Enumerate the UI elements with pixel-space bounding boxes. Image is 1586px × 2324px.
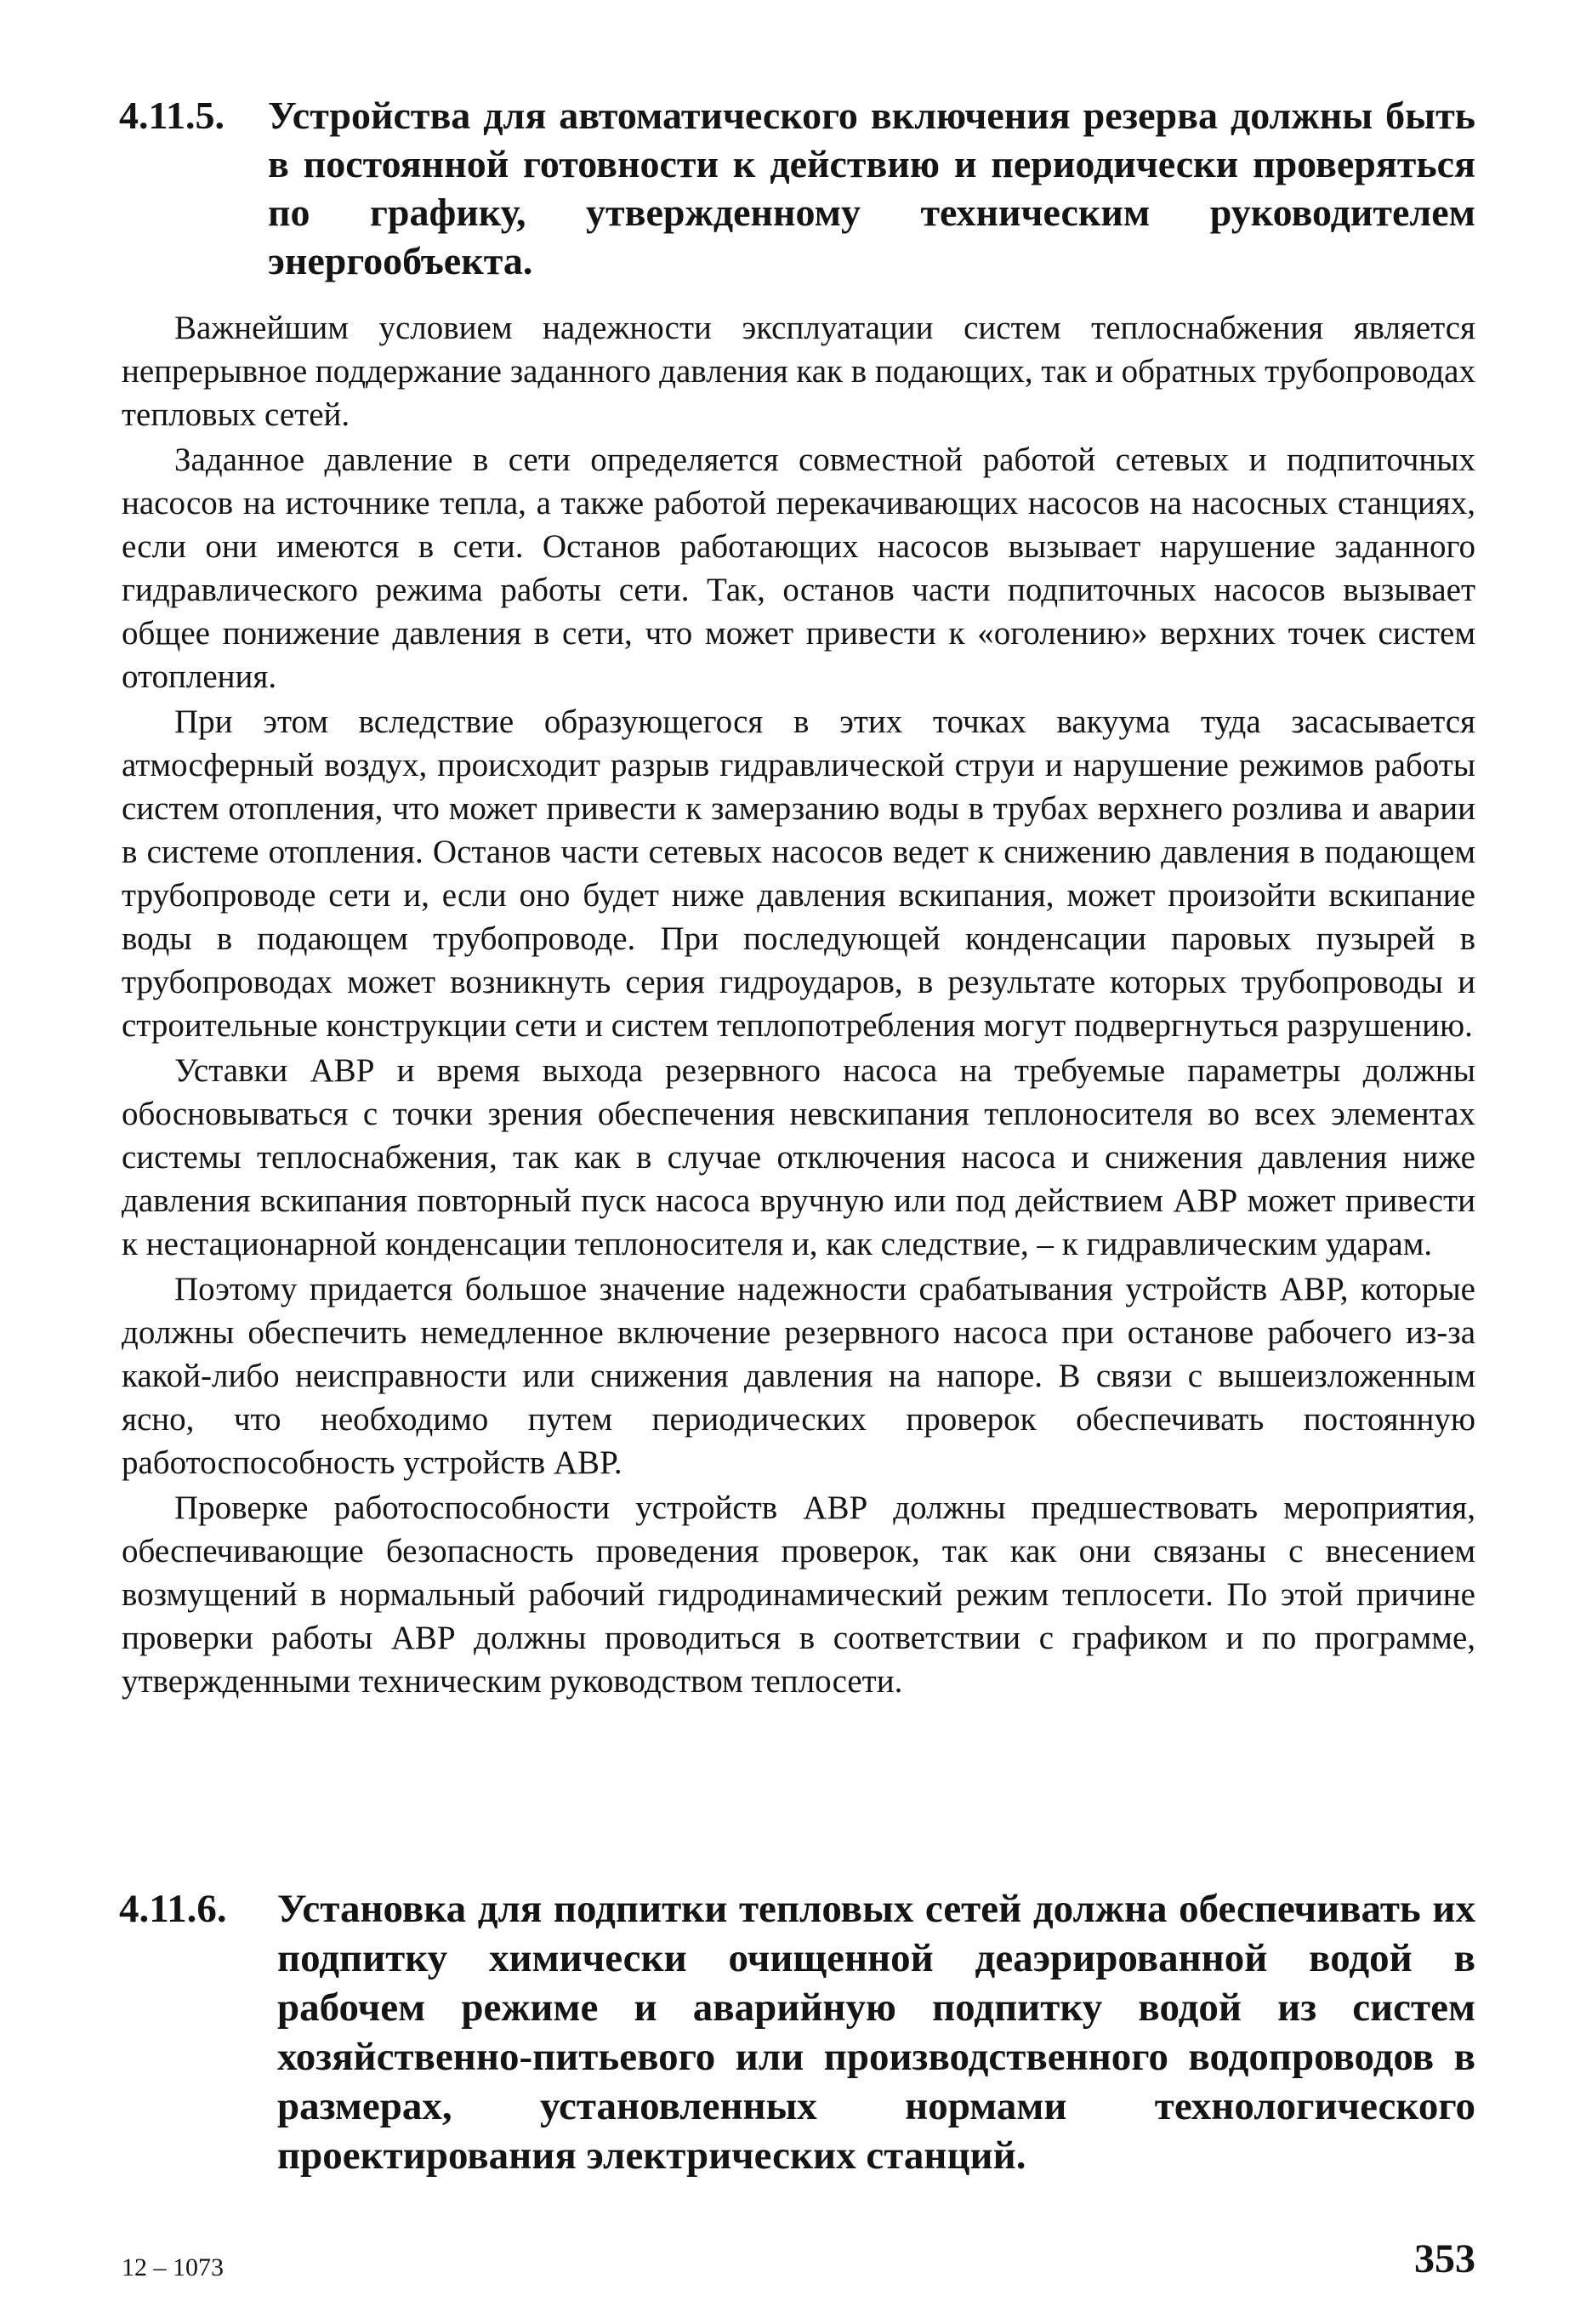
paragraph: Поэтому придается большое значение надежности срабатывания устройств АВР, которые должны обеспечить немедленное включение резервного насоса при останове рабочего из-за какой-либо неисправности или снижения давления на напоре. В связи с вышеизложенным ясно, что необходимо путем периодических проверок обеспечивать постоянную работоспособность устройств АВР. (122, 1271, 1475, 1481)
paragraph: Уставки АВР и время выхода резервного насоса на требуемые параметры должны обосновываться с точки зрения обеспечения невскипания теплоносителя во всех элементах системы теплоснабжения, так как в случае отключения насоса и снижения давления ниже давления вскипания повторный пуск насоса вручную или под действием АВР может привести к нестационарной конденсации теплоносителя и, как следствие, – к гидравлическим ударам. (122, 1052, 1475, 1262)
section-number: 4.11.6. (119, 1887, 227, 1931)
body-text (122, 306, 1475, 1703)
section-heading-4-11-6 (119, 1884, 1475, 2180)
section-number: 4.11.5. (119, 94, 225, 137)
paragraph: Проверке работоспособности устройств АВР должны предшествовать мероприятия, обеспечивающие безопасность проведения проверок, так как они связаны с внесением возмущений в нормальный рабочий гидродинамический режим теплосети. По этой причине проверки работы АВР должны проводиться в соответствии с графиком и по программе, утвержденными техническим руководством теплосети. (122, 1490, 1475, 1700)
section-title: Установка для подпитки тепловых сетей должна обеспечивать их подпитку химически очищенной деаэрированной водой в рабочем режиме и аварийную подпитку водой из систем хозяйственно-питьевого или производственного водопроводов в размерах, установленных нормами технологического проектирования электрических станций. (277, 1887, 1475, 2178)
footer-signature-code: 12 – 1073 (122, 2253, 224, 2281)
section-title: Устройства для автоматического включения резерва должны быть в постоянной готовности к действию и периодически проверяться по графику, утвержденному техническим руководителем энергообъекта. (268, 94, 1475, 282)
page-number: 353 (1414, 2236, 1475, 2281)
paragraph: Заданное давление в сети определяется совместной работой сетевых и подпиточных насосов на источнике тепла, а также работой перекачивающих насосов на насосных станциях, если они имеются в сети. Останов работающих насосов вызывает нарушение заданного гидравлического режима работы сети. Так, останов части подпиточных насосов вызывает общее понижение давления в сети, что может привести к «оголению» верхних точек систем отопления. (122, 441, 1475, 695)
section-heading-4-11-5 (119, 91, 1475, 285)
paragraph: Важнейшим условием надежности эксплуатации систем теплоснабжения является непрерывное поддержание заданного давления как в подающих, так и обратных трубопроводах тепловых сетей. (122, 310, 1475, 433)
paragraph: При этом вследствие образующегося в этих точках вакуума туда засасывается атмосферный воздух, происходит разрыв гидравлической струи и нарушение режимов работы систем отопления, что может привести к замерзанию воды в трубах верхнего розлива и аварии в системе отопления. Останов части сетевых насосов ведет к снижению давления в подающем трубопроводе сети и, если оно будет ниже давления вскипания, может произойти вскипание воды в подающем трубопроводе. При последующей конденсации паровых пузырей в трубопроводах может возникнуть серия гидроударов, в результате которых трубопроводы и строительные конструкции сети и систем теплопотребления могут подвергнуться разрушению. (122, 703, 1475, 1044)
